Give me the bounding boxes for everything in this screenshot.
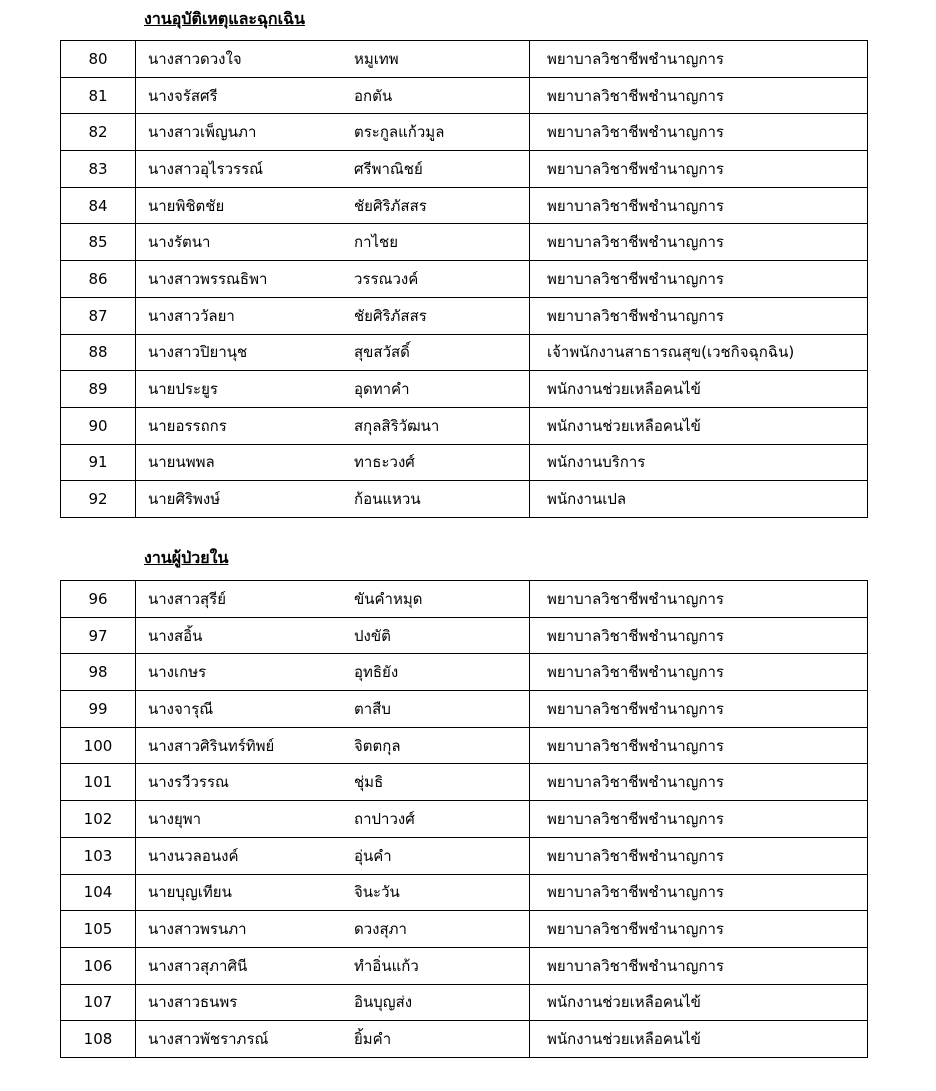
row-number: 96 (61, 581, 136, 618)
table-row (61, 224, 868, 261)
last-name: อุ่นคำ (348, 837, 530, 874)
row-number: 103 (61, 837, 136, 874)
position: พยาบาลวิชาชีพชำนาญการ (530, 874, 868, 911)
last-name: ศรีพาณิชย์ (348, 151, 530, 188)
staff-table-emergency (60, 40, 868, 518)
table-row (61, 984, 868, 1021)
first-name: นายนพพล (136, 444, 349, 481)
table-row (61, 947, 868, 984)
first-name: นางสาวพรนภา (136, 911, 349, 948)
position: พยาบาลวิชาชีพชำนาญการ (530, 261, 868, 298)
position: พยาบาลวิชาชีพชำนาญการ (530, 187, 868, 224)
first-name: นางสาวพรรณธิพา (136, 261, 349, 298)
first-name: นางสาวสุรีย์ (136, 581, 349, 618)
table-row (61, 837, 868, 874)
row-number: 89 (61, 371, 136, 408)
position: พนักงานเปล (530, 481, 868, 518)
last-name: อุดทาคำ (348, 371, 530, 408)
position: พนักงานบริการ (530, 444, 868, 481)
last-name: ชัยศิริภัสสร (348, 297, 530, 334)
position: พยาบาลวิชาชีพชำนาญการ (530, 947, 868, 984)
row-number: 86 (61, 261, 136, 298)
last-name: ก้อนแหวน (348, 481, 530, 518)
table-row (61, 617, 868, 654)
first-name: นางสาวธนพร (136, 984, 349, 1021)
last-name: หมูเทพ (348, 41, 530, 78)
last-name: ยิ้มคำ (348, 1021, 530, 1058)
first-name: นางรัตนา (136, 224, 349, 261)
last-name: สกุลสิริวัฒนา (348, 407, 530, 444)
last-name: ชัยศิริภัสสร (348, 187, 530, 224)
table-row (61, 874, 868, 911)
last-name: กาไชย (348, 224, 530, 261)
position: พยาบาลวิชาชีพชำนาญการ (530, 801, 868, 838)
table-row (61, 444, 868, 481)
position: พยาบาลวิชาชีพชำนาญการ (530, 764, 868, 801)
position: พยาบาลวิชาชีพชำนาญการ (530, 581, 868, 618)
table-row (61, 151, 868, 188)
first-name: นางสาวเพ็ญนภา (136, 114, 349, 151)
position: พนักงานช่วยเหลือคนไข้ (530, 371, 868, 408)
first-name: นางยุพา (136, 801, 349, 838)
row-number: 90 (61, 407, 136, 444)
row-number: 82 (61, 114, 136, 151)
last-name: ตาสืบ (348, 691, 530, 728)
row-number: 108 (61, 1021, 136, 1058)
first-name: นายศิริพงษ์ (136, 481, 349, 518)
position: พยาบาลวิชาชีพชำนาญการ (530, 224, 868, 261)
last-name: ขันคำหมุด (348, 581, 530, 618)
table-row (61, 187, 868, 224)
last-name: ปงขัติ (348, 617, 530, 654)
last-name: ทาธะวงศ์ (348, 444, 530, 481)
row-number: 104 (61, 874, 136, 911)
position: พยาบาลวิชาชีพชำนาญการ (530, 654, 868, 691)
table-row (61, 801, 868, 838)
first-name: นางสาวปิยานุช (136, 334, 349, 371)
table-row (61, 407, 868, 444)
position: พยาบาลวิชาชีพชำนาญการ (530, 691, 868, 728)
last-name: อุทธิยัง (348, 654, 530, 691)
first-name: นางรวีวรรณ (136, 764, 349, 801)
first-name: นางสาวศิรินทร์ทิพย์ (136, 727, 349, 764)
row-number: 91 (61, 444, 136, 481)
position: พยาบาลวิชาชีพชำนาญการ (530, 727, 868, 764)
position: พยาบาลวิชาชีพชำนาญการ (530, 151, 868, 188)
position: พยาบาลวิชาชีพชำนาญการ (530, 77, 868, 114)
last-name: อินบุญส่ง (348, 984, 530, 1021)
section-title-inpatient: งานผู้ป่วยใน (144, 548, 229, 567)
position: พยาบาลวิชาชีพชำนาญการ (530, 617, 868, 654)
last-name: จินะวัน (348, 874, 530, 911)
first-name: นายอรรถกร (136, 407, 349, 444)
row-number: 85 (61, 224, 136, 261)
table-row (61, 911, 868, 948)
row-number: 83 (61, 151, 136, 188)
table-row (61, 727, 868, 764)
row-number: 99 (61, 691, 136, 728)
table-row (61, 261, 868, 298)
table-row (61, 481, 868, 518)
position: พนักงานช่วยเหลือคนไข้ (530, 1021, 868, 1058)
row-number: 101 (61, 764, 136, 801)
table-row (61, 77, 868, 114)
position: พยาบาลวิชาชีพชำนาญการ (530, 41, 868, 78)
last-name: ตระกูลแก้วมูล (348, 114, 530, 151)
section-title-emergency: งานอุบัติเหตุและฉุกเฉิน (144, 9, 305, 28)
position: พยาบาลวิชาชีพชำนาญการ (530, 114, 868, 151)
last-name: ดวงสุภา (348, 911, 530, 948)
first-name: นางสาววัลยา (136, 297, 349, 334)
row-number: 100 (61, 727, 136, 764)
first-name: นางเกษร (136, 654, 349, 691)
staff-table-inpatient (60, 580, 868, 1058)
first-name: นางสอิ้น (136, 617, 349, 654)
first-name: นางสาวดวงใจ (136, 41, 349, 78)
position: พยาบาลวิชาชีพชำนาญการ (530, 297, 868, 334)
first-name: นายบุญเทียน (136, 874, 349, 911)
first-name: นางจารุณี (136, 691, 349, 728)
table-row (61, 371, 868, 408)
row-number: 88 (61, 334, 136, 371)
position: พนักงานช่วยเหลือคนไข้ (530, 984, 868, 1021)
position: เจ้าพนักงานสาธารณสุข(เวชกิจฉุกฉิน) (530, 334, 868, 371)
table-row (61, 691, 868, 728)
table-row (61, 41, 868, 78)
first-name: นางนวลอนงค์ (136, 837, 349, 874)
first-name: นางสาวสุภาศินี (136, 947, 349, 984)
row-number: 80 (61, 41, 136, 78)
last-name: ทำอิ่นแก้ว (348, 947, 530, 984)
row-number: 102 (61, 801, 136, 838)
row-number: 107 (61, 984, 136, 1021)
table-row (61, 764, 868, 801)
last-name: วรรณวงค์ (348, 261, 530, 298)
table-row (61, 297, 868, 334)
last-name: จิตตกุล (348, 727, 530, 764)
row-number: 92 (61, 481, 136, 518)
first-name: นางสาวพัชราภรณ์ (136, 1021, 349, 1058)
table-row (61, 654, 868, 691)
position: พนักงานช่วยเหลือคนไข้ (530, 407, 868, 444)
table-row (61, 581, 868, 618)
first-name: นางจรัสศรี (136, 77, 349, 114)
row-number: 97 (61, 617, 136, 654)
row-number: 87 (61, 297, 136, 334)
last-name: สุขสวัสดิ์ (348, 334, 530, 371)
row-number: 105 (61, 911, 136, 948)
first-name: นายพิชิตชัย (136, 187, 349, 224)
position: พยาบาลวิชาชีพชำนาญการ (530, 837, 868, 874)
table-row (61, 334, 868, 371)
position: พยาบาลวิชาชีพชำนาญการ (530, 911, 868, 948)
first-name: นายประยูร (136, 371, 349, 408)
row-number: 106 (61, 947, 136, 984)
first-name: นางสาวอุไรวรรณ์ (136, 151, 349, 188)
last-name: ชุ่มธิ (348, 764, 530, 801)
last-name: ถาปาวงศ์ (348, 801, 530, 838)
last-name: อกตัน (348, 77, 530, 114)
row-number: 98 (61, 654, 136, 691)
row-number: 84 (61, 187, 136, 224)
table-row (61, 1021, 868, 1058)
table-row (61, 114, 868, 151)
row-number: 81 (61, 77, 136, 114)
